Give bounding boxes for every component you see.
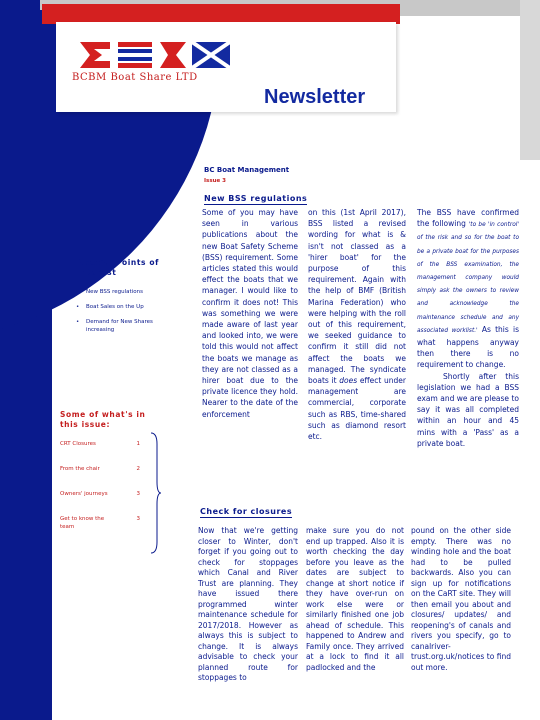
toc-item[interactable] bbox=[60, 440, 148, 448]
toc-box bbox=[60, 410, 152, 552]
bss-column-1: Some of you may have seen in various publications about the new Boat Safety Scheme (BSS) requirement. Some articles stated this would effect the boats that we manager. I would like to confirm it does not! This was something we were made aware of last year and looked into, we were told this would not affect the boats we manage as they are not classed as a hirer boat due to the private licence they hold. Nearer to the date of the enforcement bbox=[202, 208, 298, 419]
left-navy-stripe bbox=[40, 186, 52, 720]
toc-item-page: 1 bbox=[136, 441, 140, 447]
brand-name: BCBM Boat Share LTD bbox=[72, 72, 198, 83]
toc-item-label: Get to know the team bbox=[60, 516, 105, 530]
newsletter-title: Newsletter bbox=[264, 86, 366, 108]
toc-item-page: 3 bbox=[136, 516, 140, 522]
toc-item[interactable] bbox=[60, 515, 140, 531]
closures-column-1: Now that we're getting closer to Winter, don't forget if you going out to check for stoppages which Canal and River Trust are planning. They have issued there programmed winter maintenance schedule for 2017/2018. However as always this is subject to change. It is always advisable to check your planned route for stoppages to bbox=[198, 526, 298, 682]
article-heading-bss: New BSS regulations bbox=[204, 194, 308, 203]
toc-item-page: 2 bbox=[136, 466, 140, 472]
toc-item-page: 3 bbox=[136, 491, 140, 497]
closures-column-3: pound on the other side empty. There was no winding hole and the boat had to be pulled backwards. Also you can sign up for notifications on the CaRT site. They will then email you about and closures/ updates/ and reopening's of canals and rivers you specify, go to canalriver-trust.org.uk/notices to find out more. bbox=[411, 526, 511, 672]
toc-item[interactable] bbox=[60, 465, 148, 473]
article-heading-closures: Check for closures bbox=[200, 507, 293, 516]
toc-item-label: CRT Closures bbox=[60, 441, 96, 447]
toc-item[interactable] bbox=[60, 490, 148, 498]
closures-column-2: make sure you do not end up trapped. Also it is worth checking the day before you leave as the dates are subject to change at short notice if they have over-run on work else were or similarly finished one job ahead of schedule. This happened to Andrew and Family once. They arrived at a lock to find it all padlocked and the bbox=[306, 526, 404, 672]
company-logo-icon bbox=[80, 42, 230, 68]
bss-column-3: The BSS have confirmed the following 'to be 'in control' of the risk and so for the boat to be a private boat for the purposes of the BSS examination, the management company would simply ask the owners to review and acknowledge the maintenance schedule and any associated worklist.' As this is what happens anyway then there is no requirement to change. Shortly after this legislation we had a BSS exam and we are please to say it was all completed within an hour and 45 mins with a 'Pass' as a private boat. bbox=[417, 208, 519, 448]
special-points-title: Special Points of Interest bbox=[78, 258, 159, 277]
header-gray-side bbox=[520, 0, 540, 160]
toc-item-label: From the chair bbox=[60, 466, 100, 472]
special-point-item: • New BSS regulations bbox=[76, 288, 166, 296]
bss-column-2: on this (1st April 2017), BSS listed a revised wording for what is & isn't not classed as a 'hirer boat' for the purpose of this requirement. Again with the help of BMF (British Marina Federation) who were helping with the roll out of this requirement, we seeked guidance to confirm it still did not affect the boats we managed. The syndicate boats it does effect under management are commercial, corporate such as RBS, time-shared such as diamond resort etc. bbox=[308, 208, 406, 442]
toc-title: Some of what's in this issue: bbox=[60, 410, 146, 429]
special-point-item: • Boat Sales on the Up bbox=[76, 303, 166, 311]
special-point-item: • Demand for New Shares increasing bbox=[76, 318, 166, 334]
toc-brace bbox=[150, 432, 162, 554]
special-points-list bbox=[76, 288, 166, 341]
issue-number: Issue 3 bbox=[204, 178, 226, 184]
organisation-name: BC Boat Management bbox=[204, 166, 290, 174]
toc-item-label: Owners' journeys bbox=[60, 491, 108, 497]
header-red-bar bbox=[42, 4, 400, 24]
